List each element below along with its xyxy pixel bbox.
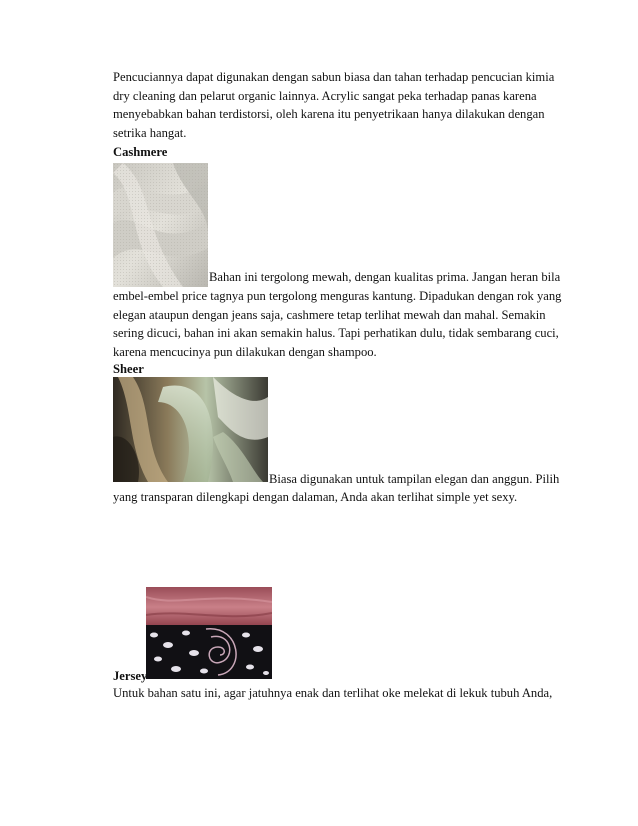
- sheer-heading: Sheer: [113, 362, 144, 376]
- intro-line: Pencuciannya dapat digunakan dengan sabun biasa dan tahan terhadap pencucian kimia: [113, 70, 555, 84]
- jersey-fabric-photo-icon: [146, 587, 272, 679]
- sheer-fabric-photo-icon: [113, 377, 268, 482]
- cashmere-paragraph: [113, 287, 563, 361]
- jersey-image: [146, 587, 272, 679]
- sheer-paragraph: [113, 488, 563, 507]
- sheer-image: [113, 377, 268, 482]
- cashmere-fabric-photo-icon: [113, 163, 208, 287]
- cashmere-line: karena mencucinya pun dilakukan dengan shampoo.: [113, 344, 377, 359]
- jersey-line: Untuk bahan satu ini, agar jatuhnya enak dan terlihat oke melekat di lekuk tubuh Anda,: [113, 686, 553, 700]
- intro-line: setrika hangat.: [113, 125, 187, 140]
- cashmere-image: [113, 163, 208, 287]
- cashmere-line: embel-embel price tagnya pun tergolong menguras kantung. Dipadukan dengan rok yang: [113, 289, 562, 303]
- intro-line: menyebabkan bahan terdistorsi, oleh karena itu penyetrikaan hanya dilakukan dengan: [113, 107, 545, 122]
- cashmere-line: sering dicuci, bahan ini akan semakin halus. Tapi perhatikan dulu, tidak sembarang cuci,: [113, 326, 559, 341]
- intro-paragraph: [113, 68, 563, 142]
- jersey-heading: Jersey: [113, 669, 148, 683]
- cashmere-line-first: Bahan ini tergolong mewah, dengan kualitas prima. Jangan heran bila: [209, 270, 561, 284]
- sheer-line: yang transparan dilengkapi dengan dalaman, Anda akan terlihat simple yet sexy.: [113, 490, 518, 504]
- cashmere-heading: Cashmere: [113, 145, 168, 159]
- cashmere-line: elegan ataupun dengan jeans saja, cashmere tetap terlihat mewah dan mahal. Semakin: [113, 307, 546, 322]
- intro-line: dry cleaning dan pelarut organic lainnya. Acrylic sangat peka terhadap panas karena: [113, 88, 537, 103]
- jersey-paragraph: [113, 684, 563, 703]
- sheer-line-first: Biasa digunakan untuk tampilan elegan dan anggun. Pilih: [269, 472, 560, 486]
